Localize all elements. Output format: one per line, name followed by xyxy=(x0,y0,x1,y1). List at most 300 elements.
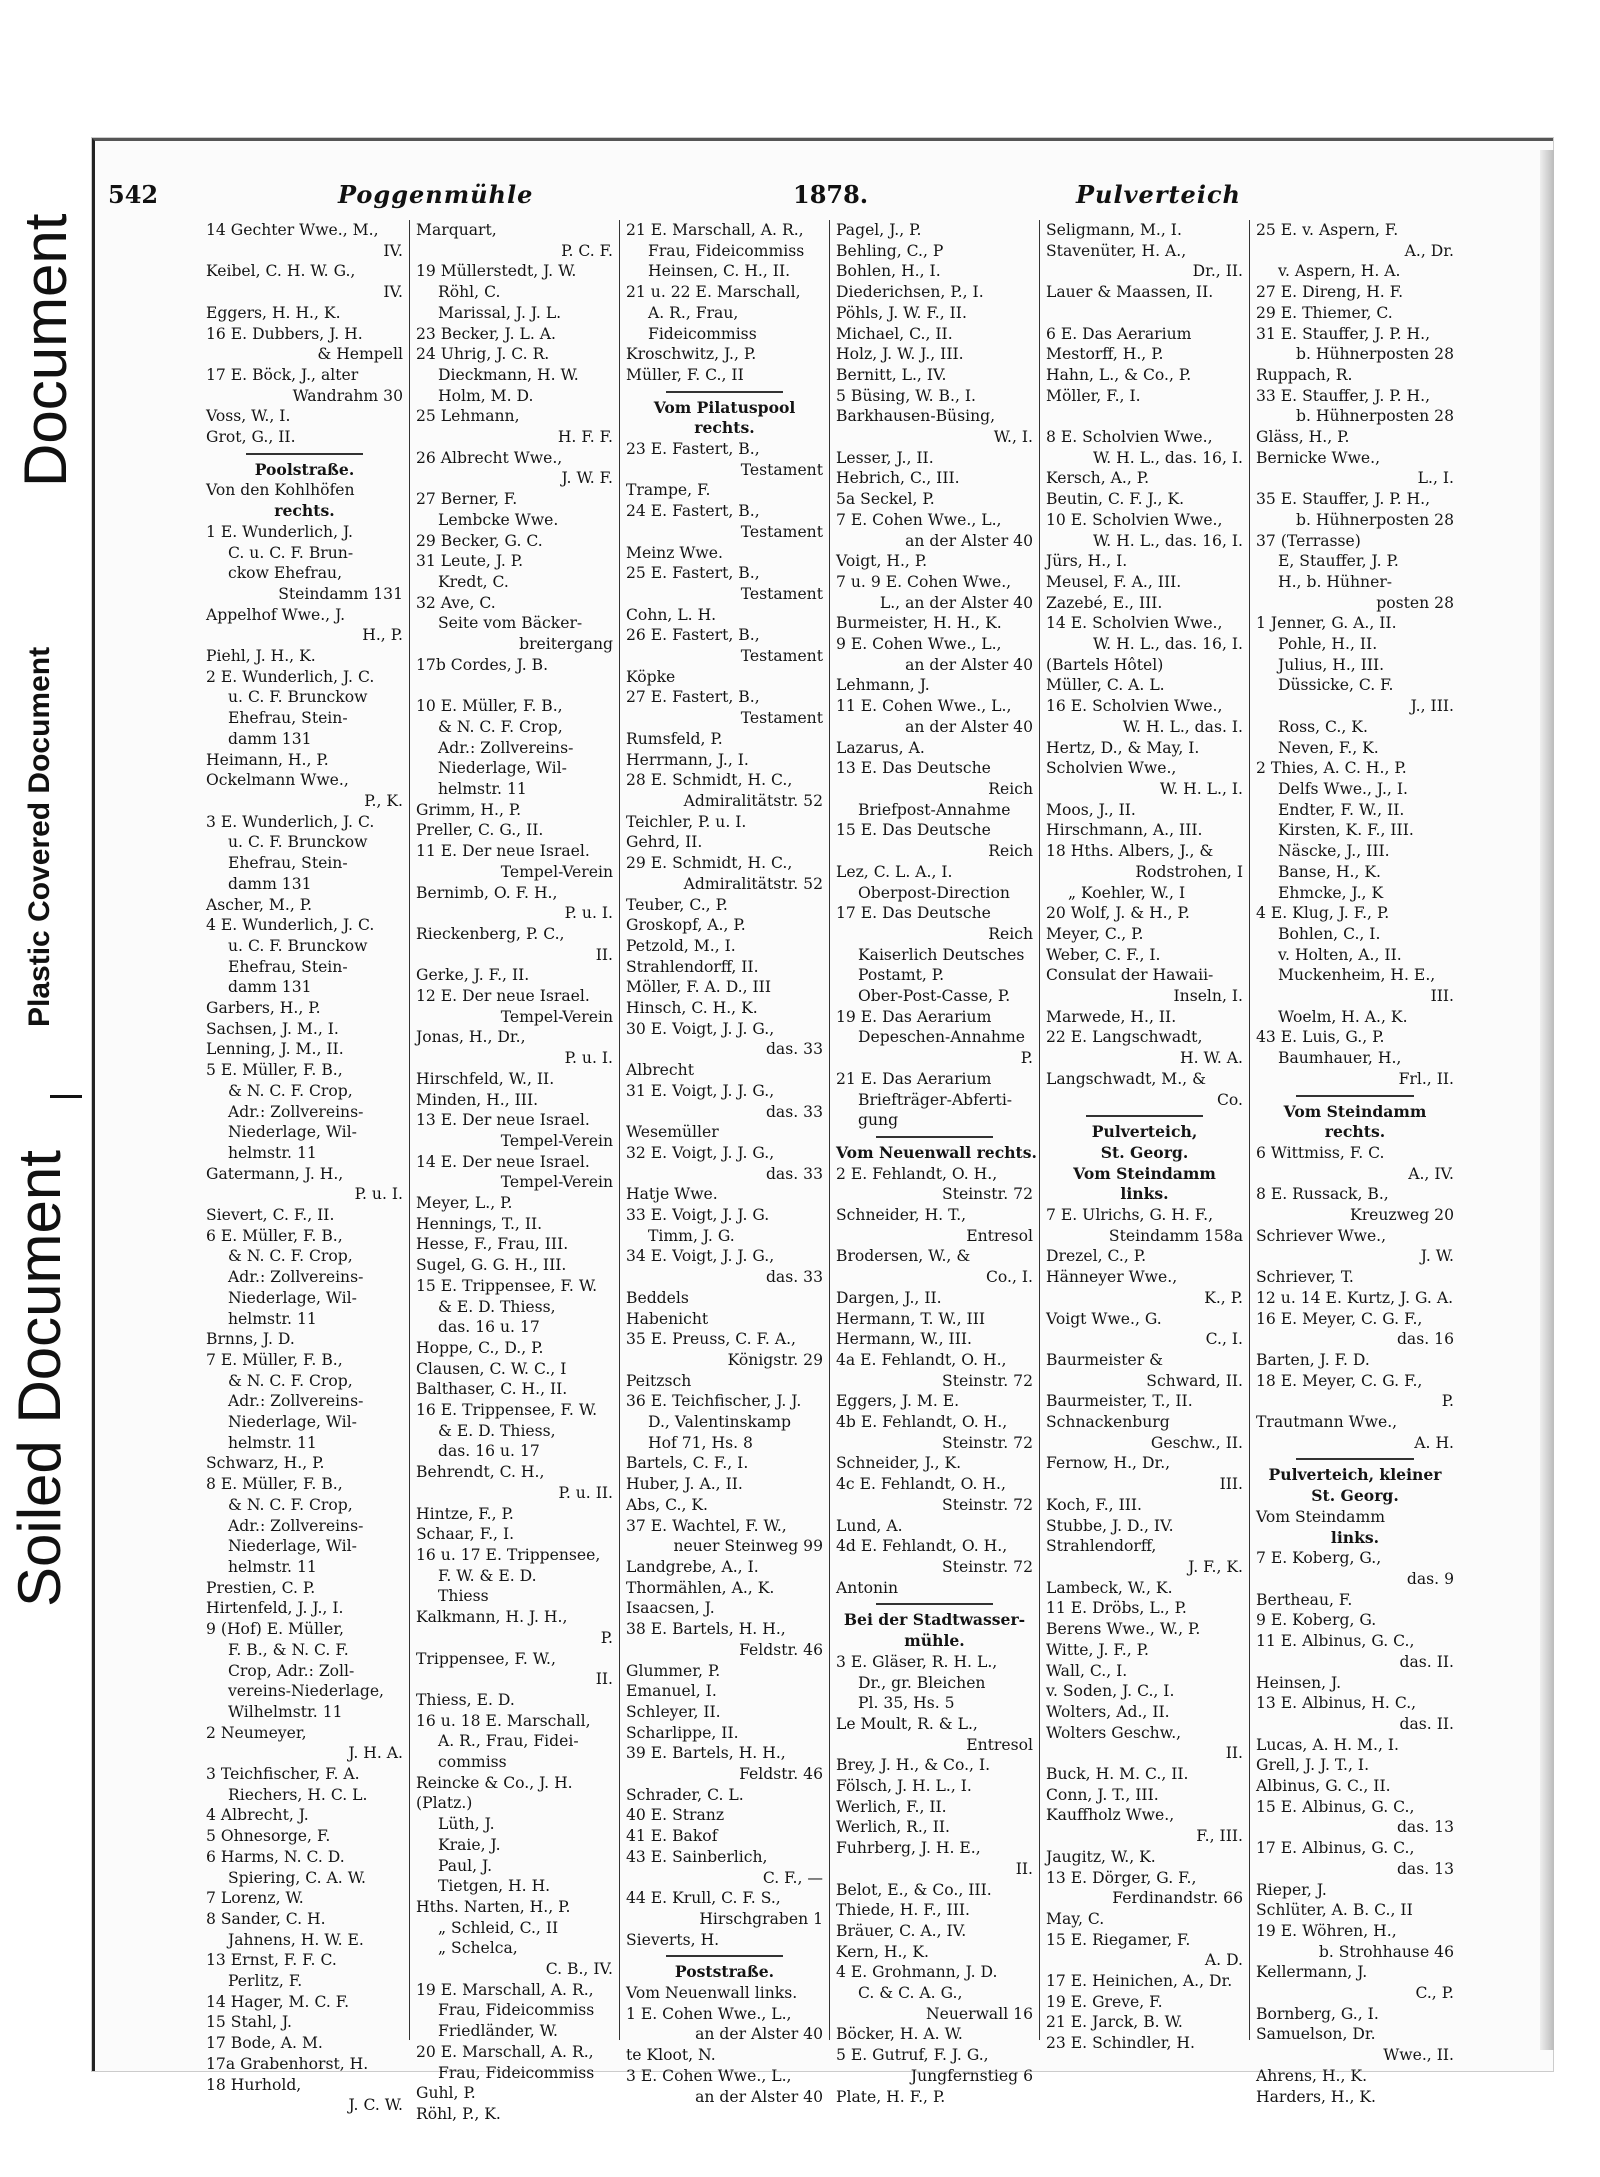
directory-entry-line: Sieverts, H. xyxy=(626,1930,720,1949)
directory-entry-line: Mestorff, H., P. xyxy=(1046,345,1164,364)
directory-entry-line: Rieckenberg, P. C., xyxy=(416,924,565,943)
directory-entry-line: Ruppach, R. xyxy=(1256,365,1353,384)
directory-entry-line: Teuber, C., P. xyxy=(626,895,728,914)
directory-entry-line: C. u. C. F. Brun- xyxy=(228,543,354,562)
directory-entry-line: P. xyxy=(1441,1392,1454,1411)
directory-entry-line: Bohlen, C., I. xyxy=(1278,924,1381,943)
directory-entry-line: Lambeck, W., K. xyxy=(1046,1578,1173,1597)
directory-entry-line: 14 E. Der neue Israel. xyxy=(416,1152,590,1171)
directory-entry-line: 7 E. Koberg, G., xyxy=(1256,1549,1382,1568)
directory-entry-line: Strahlendorff, xyxy=(1046,1537,1157,1556)
directory-entry-line: 13 Ernst, F. F. C. xyxy=(206,1951,337,1970)
directory-entry-line: F. W. & E. D. xyxy=(438,1566,537,1585)
directory-entry-line: Dargen, J., II. xyxy=(836,1288,942,1307)
directory-entry-line: Pohle, H., II. xyxy=(1278,635,1378,654)
directory-entry-line: 17 E. Heinichen, A., Dr. xyxy=(1046,1972,1233,1991)
section-heading: Vom Neuenwall rechts. xyxy=(836,1142,1037,1162)
directory-entry-line: 20 E. Marschall, A. R., xyxy=(416,2042,594,2061)
directory-entry-line: Piehl, J. H., K. xyxy=(206,647,316,666)
directory-entry-line: Diederichsen, P., I. xyxy=(836,283,984,302)
directory-entry-line: Brnns, J. D. xyxy=(206,1330,295,1349)
directory-entry-line: Meinz Wwe. xyxy=(626,543,723,562)
directory-entry-line: 25 E. Fastert, B., xyxy=(626,564,760,583)
section-heading: links. xyxy=(1120,1184,1169,1204)
directory-entry-line: helmstr. 11 xyxy=(438,779,527,798)
directory-entry-line: J. F., K. xyxy=(1188,1558,1243,1576)
directory-entry-line: 39 E. Bartels, H. H., xyxy=(626,1744,786,1763)
directory-entry-line: Voss, W., I. xyxy=(206,407,291,426)
directory-entry-line: Hirschfeld, W., II. xyxy=(416,1069,555,1088)
directory-entry-line: & E. D. Thiess, xyxy=(438,1297,556,1316)
directory-entry-line: III. xyxy=(1219,1475,1243,1494)
directory-entry-line: Brodersen, W., & xyxy=(836,1247,971,1266)
directory-entry-line: an der Alster 40 xyxy=(905,655,1033,674)
directory-entry-line: Schwarz, H., P. xyxy=(206,1454,325,1473)
directory-entry-line: 9 E. Koberg, G. xyxy=(1256,1611,1377,1630)
directory-entry-line: Böcker, H. A. W. xyxy=(836,2025,963,2044)
directory-entry-line: Schward, II. xyxy=(1146,1371,1243,1390)
directory-entry-line: Perlitz, F. xyxy=(228,1972,303,1991)
directory-entry-line: Möller, F., I. xyxy=(1046,386,1141,405)
directory-entry-line: 2 E. Fehlandt, O. H., xyxy=(836,1164,998,1183)
directory-entry-line: Julius, H., III. xyxy=(1278,655,1385,674)
directory-entry-line xyxy=(416,675,613,696)
directory-entry-line: 15 E. Riegamer, F. xyxy=(1046,1930,1191,1949)
directory-entry-line: Wwe., II. xyxy=(1383,2046,1454,2065)
directory-entry-line: 4 E. Klug, J. F., P. xyxy=(1256,904,1390,923)
directory-entry-line: Thiess, E. D. xyxy=(416,1690,515,1709)
plastic-covered-label: Plastic Covered Document xyxy=(23,646,56,1027)
directory-entry-line: J. W. xyxy=(1420,1247,1454,1266)
directory-entry-line: an der Alster 40 xyxy=(905,717,1033,736)
directory-entry-line: Schneider, H. T., xyxy=(836,1206,967,1225)
directory-entry-line: commiss xyxy=(438,1753,507,1772)
directory-entry-line: 23 E. Schindler, H. xyxy=(1046,2034,1195,2053)
directory-entry-line: Steinstr. 72 xyxy=(942,1558,1033,1576)
directory-entry-line: 27 E. Direng, H. F. xyxy=(1256,283,1404,302)
directory-entry-line: Vom Steindamm xyxy=(1256,1507,1386,1526)
directory-entry-line: Heimann, H., P. xyxy=(206,750,329,769)
directory-entry-line: das. 16 xyxy=(1396,1330,1454,1349)
directory-entry-line: Schlüter, A. B. C., II xyxy=(1256,1901,1413,1920)
directory-entry-line: Adr.: Zollvereins- xyxy=(228,1102,364,1121)
directory-entry-line: J., III. xyxy=(1410,697,1454,716)
directory-entry-line: 31 Leute, J. P. xyxy=(416,552,524,571)
directory-entry-line: Kauffholz Wwe., xyxy=(1046,1806,1175,1825)
directory-entry-line: Hirschgraben 1 xyxy=(699,1909,823,1928)
directory-entry-line: (Platz.) xyxy=(416,1794,473,1813)
directory-entry-line: 7 E. Cohen Wwe., L., xyxy=(836,510,1002,529)
directory-entry-line: 25 Lehmann, xyxy=(416,407,520,426)
directory-entry-line: Testament xyxy=(740,460,823,479)
directory-entry-line: Ascher, M., P. xyxy=(206,895,313,914)
directory-entry-line: Stubbe, J. D., IV. xyxy=(1046,1516,1174,1535)
directory-entry-line: Frau, Fideicommiss xyxy=(438,2001,595,2020)
directory-entry-line: Hths. Narten, H., P. xyxy=(416,1897,571,1916)
directory-entry-line: Keibel, C. H. W. G., xyxy=(206,262,356,281)
directory-entry-line: Herrmann, J., I. xyxy=(626,750,749,769)
directory-entry-line: 18 Hths. Albers, J., & xyxy=(1046,842,1214,861)
directory-entry-line: Schneider, J., K. xyxy=(836,1454,962,1473)
page-edge xyxy=(1540,150,1554,2050)
directory-entry-line: K., P. xyxy=(1204,1288,1243,1307)
directory-entry-line: das. 33 xyxy=(765,1102,823,1121)
directory-entry-line: Petzold, M., I. xyxy=(626,936,736,955)
directory-entry-line: Gläss, H., P. xyxy=(1256,428,1350,447)
directory-entry-line: 4 Albrecht, J. xyxy=(206,1806,309,1825)
directory-entry-line: 2 Thies, A. C. H., P. xyxy=(1256,759,1407,778)
directory-entry-line: Bartels, C. F., I. xyxy=(626,1454,749,1473)
section-heading: Vom Pilatuspool xyxy=(653,397,796,417)
directory-entry-line: Delfs Wwe., J., I. xyxy=(1278,779,1408,798)
directory-entry-line: Bernitt, L., IV. xyxy=(836,365,947,384)
directory-entry-line: Drezel, C., P. xyxy=(1046,1247,1147,1266)
directory-entry-line: Hesse, F., Frau, III. xyxy=(416,1235,569,1254)
directory-entry-line: Garbers, H., P. xyxy=(206,999,321,1018)
directory-entry-line: Voigt Wwe., G. xyxy=(1046,1309,1162,1328)
directory-entry-line: Glummer, P. xyxy=(626,1661,721,1680)
directory-entry-line: Moos, J., II. xyxy=(1046,800,1136,819)
directory-entry-line: 7 Lorenz, W. xyxy=(206,1889,304,1908)
directory-entry-line: 1 E. Wunderlich, J. xyxy=(206,522,353,541)
directory-entry-line: 16 E. Trippensee, F. W. xyxy=(416,1401,598,1420)
directory-entry-line: 40 E. Stranz xyxy=(626,1806,725,1825)
directory-entry-line: Hennings, T., II. xyxy=(416,1214,543,1233)
directory-entry-line: F. B., & N. C. F. xyxy=(228,1640,349,1659)
directory-entry-line: Banse, H., K. xyxy=(1278,862,1382,881)
directory-entry-line: Niederlage, Wil- xyxy=(438,759,567,778)
directory-entry-line: Habenicht xyxy=(626,1309,709,1328)
section-divider xyxy=(876,1136,993,1138)
directory-entry-line: Jürs, H., I. xyxy=(1046,552,1128,571)
directory-entry-line: Ockelmann Wwe., xyxy=(206,771,349,790)
directory-entry-line: 32 Ave, C. xyxy=(416,593,496,612)
directory-entry-line: 16 u. 18 E. Marschall, xyxy=(416,1711,591,1730)
directory-entry-line: Entresol xyxy=(966,1735,1033,1754)
directory-entry-line: breitergang xyxy=(519,635,613,654)
section-heading: rechts. xyxy=(1324,1122,1386,1142)
directory-entry-line: Vom Neuenwall links. xyxy=(626,1984,798,2003)
directory-entry-line: das. 13 xyxy=(1396,1859,1454,1878)
directory-entry-line: Minden, H., III. xyxy=(416,1090,539,1109)
directory-entry-line: 14 E. Scholvien Wwe., xyxy=(1046,614,1223,633)
directory-entry-line: Müller, C. A. L. xyxy=(1046,676,1165,695)
directory-entry-line: Lazarus, A. xyxy=(836,738,925,757)
directory-entry-line: Trampe, F. xyxy=(626,481,711,500)
directory-entry-line: Heinsen, C. H., II. xyxy=(648,262,791,281)
directory-entry-line: Niederlage, Wil- xyxy=(228,1288,357,1307)
directory-entry-line: Königstr. 29 xyxy=(727,1350,823,1369)
directory-entry-line: Seligmann, M., I. xyxy=(1046,221,1182,239)
directory-entry-line: 13 E. Das Deutsche xyxy=(836,759,991,778)
directory-entry-line: Reich xyxy=(988,779,1033,798)
directory-entry-line: Albrecht xyxy=(626,1061,694,1080)
directory-entry-line: J. W. F. xyxy=(561,469,613,488)
directory-entry-line: Werlich, F., II. xyxy=(836,1797,947,1816)
side-divider xyxy=(50,1095,82,1098)
directory-entry-line: 14 Gechter Wwe., M., xyxy=(206,221,379,239)
directory-entry-line: Samuelson, Dr. xyxy=(1256,2025,1376,2044)
directory-entry-line: Bernimb, O. F. H., xyxy=(416,883,558,902)
directory-entry-line: A. R., Frau, Fidei- xyxy=(438,1732,579,1751)
directory-entry-line: Adr.: Zollvereins- xyxy=(228,1516,364,1535)
directory-entry-line: P., K. xyxy=(364,791,403,810)
directory-entry-line: Stavenüter, H. A., xyxy=(1046,241,1187,260)
directory-entry-line: 8 E. Scholvien Wwe., xyxy=(1046,428,1213,447)
directory-entry-line: 31 E. Stauffer, J. P. H., xyxy=(1256,324,1431,343)
directory-entry-line: Hermann, W., III. xyxy=(836,1330,972,1349)
directory-entry-line: Tempel-Verein xyxy=(500,862,613,881)
directory-entry-line: C. B., IV. xyxy=(545,1960,613,1979)
directory-entry-line: Frau, Fideicommiss xyxy=(438,2063,595,2082)
directory-entry-line: Scholvien Wwe., xyxy=(1046,759,1177,778)
directory-entry-line: 29 E. Thiemer, C. xyxy=(1256,303,1393,322)
directory-entry-line: A. R., Frau, xyxy=(648,303,739,322)
directory-entry-line: Emanuel, I. xyxy=(626,1682,717,1701)
directory-entry-line: 17b Cordes, J. B. xyxy=(416,655,549,674)
directory-entry-line: Antonin xyxy=(836,1578,899,1597)
directory-entry-line: Heinsen, J. xyxy=(1256,1673,1342,1692)
directory-entry-line: 4b E. Fehlandt, O. H., xyxy=(836,1413,1008,1432)
directory-entry-line: Feldstr. 46 xyxy=(739,1765,823,1784)
directory-entry-line: an der Alster 40 xyxy=(695,2025,823,2044)
directory-entry-line: Langschwadt, M., & xyxy=(1046,1069,1206,1088)
directory-entry-line: b. Hühnerposten 28 xyxy=(1295,345,1454,364)
directory-entry-line: Eggers, H. H., K. xyxy=(206,303,341,322)
directory-entry-line: 28 E. Schmidt, H. C., xyxy=(626,771,793,790)
directory-entry-line: Marwede, H., II. xyxy=(1046,1007,1177,1026)
directory-entry-line: Le Moult, R. & L., xyxy=(836,1714,978,1733)
directory-entry-line: & N. C. F. Crop, xyxy=(228,1247,353,1266)
directory-entry-line: Niederlage, Wil- xyxy=(228,1537,357,1556)
right-running-title: Pulverteich xyxy=(1076,180,1242,209)
directory-entry-line: Crop, Adr.: Zoll- xyxy=(228,1661,355,1680)
directory-entry-line: 4c E. Fehlandt, O. H., xyxy=(836,1475,1006,1494)
directory-entry-line: Wilhelmstr. 11 xyxy=(228,1702,343,1721)
directory-entry-line: Co., I. xyxy=(985,1268,1033,1287)
directory-entry-line: 1 Jenner, G. A., II. xyxy=(1256,614,1397,633)
directory-entry-line: Huber, J. A., II. xyxy=(626,1475,743,1494)
directory-entry-line: „ Koehler, W., I xyxy=(1068,883,1186,902)
directory-entry-line: 22 E. Langschwadt, xyxy=(1046,1028,1203,1047)
directory-entry-line: Buck, H. M. C., II. xyxy=(1046,1765,1189,1784)
directory-entry-line: Fuhrberg, J. H. E., xyxy=(836,1839,981,1858)
directory-entry-line: an der Alster 40 xyxy=(695,2087,823,2106)
directory-entry-line: & N. C. F. Crop, xyxy=(228,1081,353,1100)
directory-entry-line: Kroschwitz, J., P. xyxy=(626,345,757,364)
directory-entry-line: W. H. L., das. 16, I. xyxy=(1092,448,1243,467)
directory-entry-line: Lüth, J. xyxy=(438,1815,495,1834)
directory-entry-line: 19 Müllerstedt, J. W. xyxy=(416,262,577,281)
directory-entry-line: J. C. W. xyxy=(348,2096,403,2115)
directory-entry-line: 5 Ohnesorge, F. xyxy=(206,1827,331,1846)
directory-entry-line: Preller, C. G., II. xyxy=(416,821,544,840)
directory-entry-line: u. C. F. Brunckow xyxy=(228,688,368,707)
directory-column-5 xyxy=(1040,220,1250,2053)
directory-entry-line: Neuerwall 16 xyxy=(925,2004,1033,2023)
directory-entry-line: Tempel-Verein xyxy=(500,1173,613,1192)
directory-entry-line: Wolters, Ad., II. xyxy=(1046,1702,1170,1721)
directory-entry-line: Albinus, G. C., II. xyxy=(1256,1777,1391,1796)
directory-entry-line: 23 E. Fastert, B., xyxy=(626,440,760,459)
directory-entry-line: Hänneyer Wwe., xyxy=(1046,1268,1178,1287)
directory-entry-line: Lund, A. xyxy=(836,1516,903,1535)
directory-entry-line: A. D. xyxy=(1204,1951,1243,1970)
directory-entry-line: & N. C. F. Crop, xyxy=(438,717,563,736)
directory-entry-line: Inseln, I. xyxy=(1173,987,1243,1006)
directory-entry-line: 17 E. Albinus, G. C., xyxy=(1256,1839,1415,1858)
directory-entry-line: Bornberg, G., I. xyxy=(1256,2004,1379,2023)
directory-entry-line: Thormählen, A., K. xyxy=(626,1578,775,1597)
directory-entry-line: Hof 71, Hs. 8 xyxy=(648,1433,753,1452)
directory-entry-line: 30 E. Voigt, J. J. G., xyxy=(626,1019,775,1038)
directory-entry-line: Meyer, C., P. xyxy=(1046,924,1144,943)
directory-entry-line: Rieper, J. xyxy=(1256,1880,1327,1899)
directory-entry-line: P. xyxy=(600,1628,613,1647)
directory-entry-line: Frau, Fideicommiss xyxy=(648,241,805,260)
directory-entry-line: Tempel-Verein xyxy=(500,1007,613,1026)
directory-entry-line: 34 E. Voigt, J. J. G., xyxy=(626,1247,775,1266)
directory-entry-line: 35 E. Preuss, C. F. A., xyxy=(626,1330,796,1349)
directory-entry-line: Michael, C., II. xyxy=(836,324,953,343)
directory-entry-line: 4d E. Fehlandt, O. H., xyxy=(836,1537,1008,1556)
directory-entry-line: damm 131 xyxy=(228,729,312,748)
directory-entry-line: helmstr. 11 xyxy=(228,1309,317,1328)
directory-entry-line: Schriever, T. xyxy=(1256,1268,1354,1287)
directory-entry-line: Dr., II. xyxy=(1192,262,1243,281)
directory-entry-line: ckow Ehefrau, xyxy=(228,564,343,583)
directory-entry-line: Ehefrau, Stein- xyxy=(228,957,348,976)
directory-entry-line: IV. xyxy=(383,241,403,260)
directory-entry-line: Hoppe, C., D., P. xyxy=(416,1338,544,1357)
directory-entry-line: Belot, E., & Co., III. xyxy=(836,1880,992,1899)
directory-entry-line: Eggers, J. M. E. xyxy=(836,1392,960,1411)
directory-entry-line: Marquart, xyxy=(416,221,497,239)
section-divider xyxy=(246,453,363,455)
directory-entry-line: Gatermann, J. H., xyxy=(206,1164,344,1183)
directory-entry-line: P. xyxy=(1020,1049,1033,1068)
directory-entry-line: 43 E. Luis, G., P. xyxy=(1256,1028,1385,1047)
directory-entry-line: Fölsch, J. H. L., I. xyxy=(836,1777,972,1796)
directory-entry-line: Baumhauer, H., xyxy=(1278,1049,1402,1068)
directory-entry-line: Timm, J. G. xyxy=(648,1226,735,1245)
directory-entry-line: Berens Wwe., W., P. xyxy=(1046,1620,1201,1639)
directory-entry-line: II. xyxy=(1015,1859,1033,1878)
directory-entry-line: Jaugitz, W., K. xyxy=(1046,1847,1156,1866)
directory-entry-line: Testament xyxy=(740,709,823,728)
section-heading: rechts. xyxy=(694,418,755,438)
section-divider xyxy=(1296,1458,1414,1460)
directory-entry-line: Feldstr. 46 xyxy=(739,1640,823,1659)
directory-entry-line: Teichler, P. u. I. xyxy=(626,812,747,831)
directory-entry-line: 18 E. Meyer, C. G. F., xyxy=(1256,1371,1423,1390)
directory-entry-line: P. C. F. xyxy=(561,241,613,260)
directory-entry-line: 2 E. Wunderlich, J. C. xyxy=(206,667,375,686)
directory-entry-line: Marissal, J. J. L. xyxy=(438,303,562,322)
directory-entry-line: Conn, J. T., III. xyxy=(1046,1785,1159,1804)
section-heading: Vom Steindamm xyxy=(1283,1101,1427,1121)
directory-entry-line: Landgrebe, A., I. xyxy=(626,1558,759,1576)
directory-entry-line: „ Schleid, C., II xyxy=(438,1918,559,1937)
year-label: 1878. xyxy=(793,180,869,209)
directory-entry-line: Niederlage, Wil- xyxy=(228,1413,357,1432)
left-running-title: Poggenmühle xyxy=(338,180,534,209)
directory-entry-line: Abs, C., K. xyxy=(626,1495,709,1514)
directory-entry-line: Wall, C., I. xyxy=(1046,1661,1128,1680)
directory-entry-line: „ Schelca, xyxy=(438,1939,518,1958)
directory-entry-line: 19 E. Marschall, A. R., xyxy=(416,1980,594,1999)
directory-entry-line: Lenning, J. M., II. xyxy=(206,1040,344,1059)
directory-entry-line: 6 E. Das Aerarium xyxy=(1046,324,1192,343)
directory-entry-line: Testament xyxy=(740,584,823,603)
directory-entry-line: 27 Berner, F. xyxy=(416,490,518,509)
section-heading: St. Georg. xyxy=(1100,1142,1189,1162)
directory-entry-line: Clausen, C. W. C., I xyxy=(416,1359,567,1378)
directory-entry-line: Strahlendorff, II. xyxy=(626,957,759,976)
directory-entry-line: C. & C. A. G., xyxy=(858,1984,963,2003)
directory-entry-line: 7 u. 9 E. Cohen Wwe., xyxy=(836,572,1012,591)
section-heading: Poststraße. xyxy=(674,1962,775,1982)
directory-entry-line: Riechers, H. C. L. xyxy=(228,1785,368,1804)
directory-entry-line: Isaacsen, J. xyxy=(626,1599,715,1618)
directory-entry-line: Entresol xyxy=(966,1226,1033,1245)
directory-entry-line: & Hempell xyxy=(317,345,403,364)
directory-entry-line: 41 E. Bakof xyxy=(626,1827,718,1846)
directory-entry-line: 15 E. Trippensee, F. W. xyxy=(416,1276,598,1295)
directory-entry-line: Kirsten, K. F., III. xyxy=(1278,821,1414,840)
directory-entry-line: Gehrd, II. xyxy=(626,833,703,852)
directory-entry-line: 11 E. Der neue Israel. xyxy=(416,842,590,861)
directory-entry-line: 44 E. Krull, C. F. S., xyxy=(626,1889,781,1908)
directory-entry-line: 37 (Terrasse) xyxy=(1256,531,1361,550)
directory-entry-line: Kredt, C. xyxy=(438,572,509,591)
section-divider xyxy=(1296,1095,1414,1097)
directory-entry-line: 19 E. Wöhren, H., xyxy=(1256,1921,1397,1940)
directory-entry-line: Hinsch, C. H., K. xyxy=(626,999,758,1018)
directory-entry-line xyxy=(1046,303,1243,324)
directory-entry-line: Röhl, P., K. xyxy=(416,2104,501,2123)
directory-entry-line: Rumsfeld, P. xyxy=(626,729,723,748)
directory-entry-line: Dr., gr. Bleichen xyxy=(858,1673,986,1692)
directory-entry-line: 6 Wittmiss, F. C. xyxy=(1256,1143,1385,1162)
directory-entry-line: Briefpost-Annahme xyxy=(858,800,1011,819)
page-number: 542 xyxy=(108,180,159,209)
directory-entry-line: 10 E. Scholvien Wwe., xyxy=(1046,510,1223,529)
directory-entry-line: das. 16 u. 17 xyxy=(438,1442,540,1461)
directory-entry-line: 11 E. Dröbs, L., P. xyxy=(1046,1599,1187,1618)
directory-entry-line: vereins-Niederlage, xyxy=(228,1682,384,1701)
directory-entry-line: A., Dr. xyxy=(1404,241,1454,260)
directory-entry-line: H. F. F. xyxy=(557,428,613,447)
directory-entry-line: Thiess xyxy=(438,1587,489,1606)
directory-entry-line: Hirschmann, A., III. xyxy=(1046,821,1203,840)
directory-entry-line: 3 E. Wunderlich, J. C. xyxy=(206,812,375,831)
directory-entry-line: Steindamm 131 xyxy=(278,584,403,603)
directory-entry-line: 31 E. Voigt, J. J. G., xyxy=(626,1081,775,1100)
directory-entry-line: L., an der Alster 40 xyxy=(879,593,1033,612)
directory-entry-line: Adr.: Zollvereins- xyxy=(438,738,574,757)
directory-column-6 xyxy=(1250,220,1460,2106)
directory-entry-line: Grimm, H., P. xyxy=(416,800,522,819)
directory-entry-line: 25 E. v. Aspern, F. xyxy=(1256,221,1399,239)
directory-entry-line: 3 E. Cohen Wwe., L., xyxy=(626,2066,792,2085)
directory-column-2 xyxy=(410,220,620,2123)
directory-entry-line: Steindamm 158a xyxy=(1108,1226,1243,1245)
section-heading: rechts. xyxy=(274,501,335,521)
directory-entry-line: 19 E. Greve, F. xyxy=(1046,1992,1163,2011)
directory-entry-line: helmstr. 11 xyxy=(228,1558,317,1576)
directory-entry-line: Wesemüller xyxy=(626,1123,719,1142)
